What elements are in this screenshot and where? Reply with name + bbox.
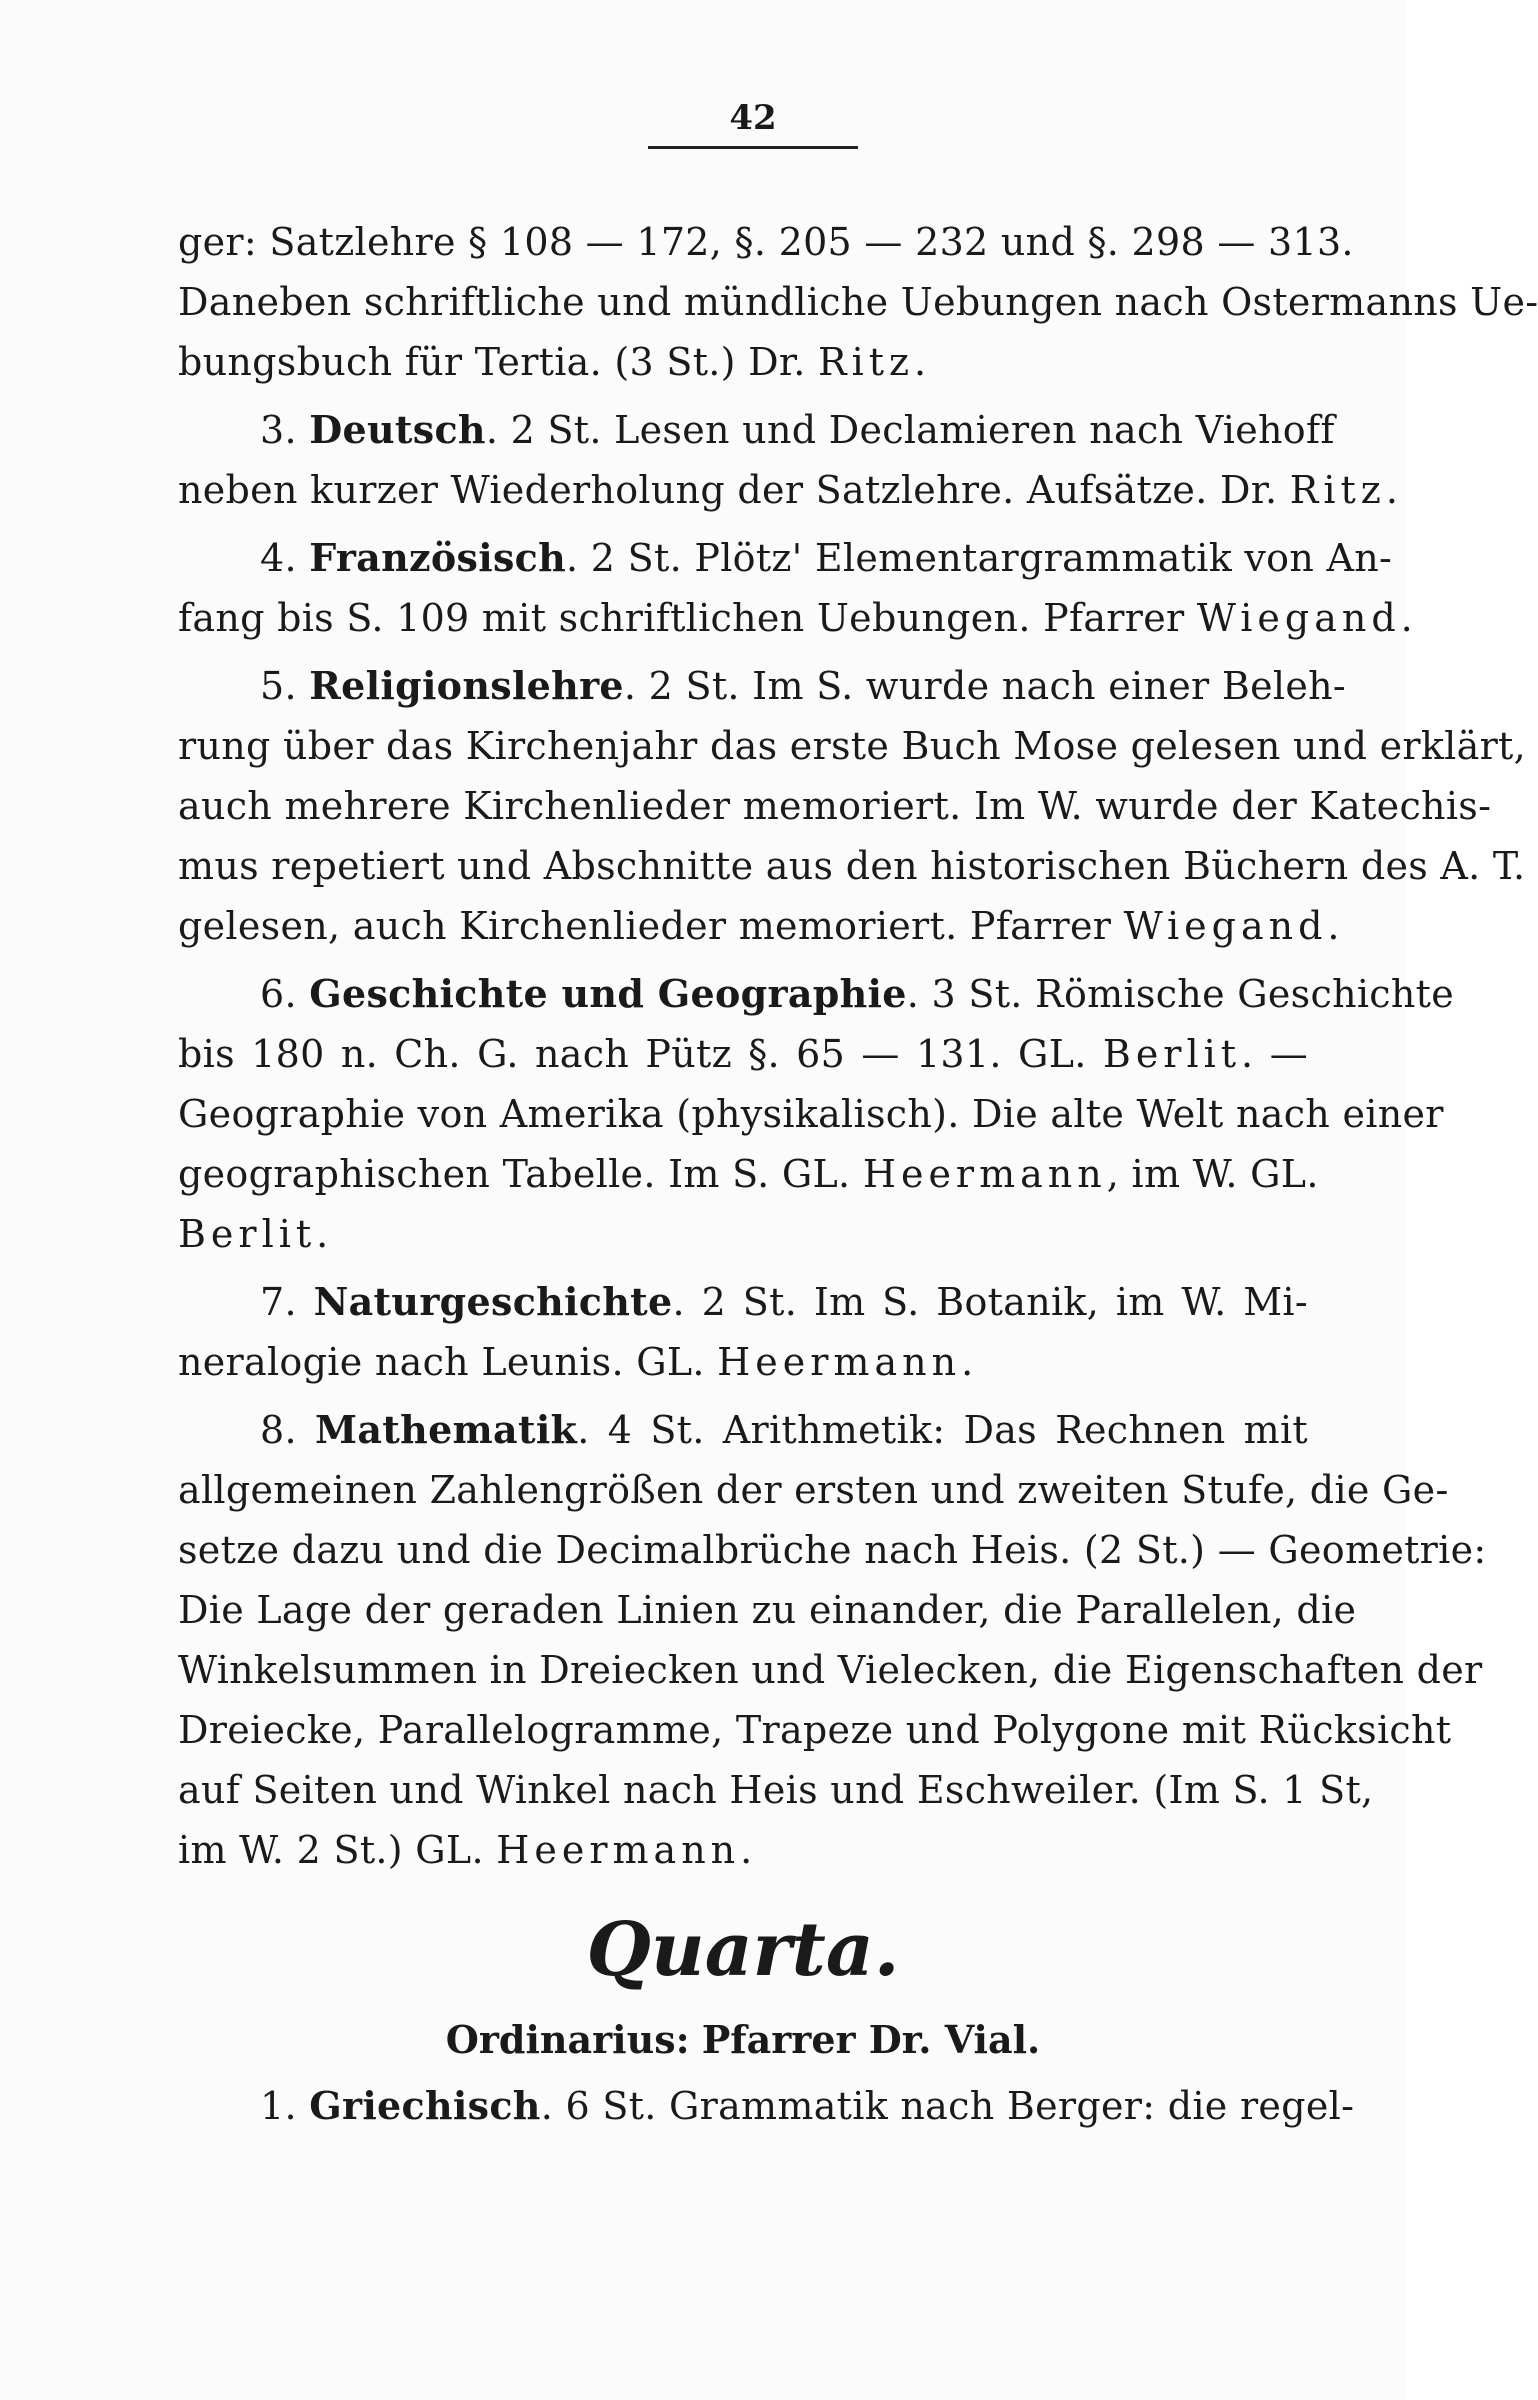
body-text xyxy=(178,212,1538,2136)
text-line: 1. Griechisch. 6 St. Grammatik nach Berger: die regel- xyxy=(260,2083,1355,2128)
text-line: geographischen Tabelle. Im S. GL. Heermann, im W. GL. xyxy=(178,1152,1319,1196)
subject-heading: Deutsch xyxy=(309,407,486,452)
text-line: Winkelsummen in Dreiecken und Vielecken, die Eigenschaften der xyxy=(178,1648,1483,1692)
subject-heading: Geschichte und Geographie xyxy=(309,971,907,1016)
header-rule xyxy=(648,146,858,149)
text-line: auf Seiten und Winkel nach Heis und Eschweiler. (Im S. 1 St, xyxy=(178,1768,1374,1812)
teacher-name: Berlit xyxy=(1102,1032,1242,1076)
page-header xyxy=(648,98,858,149)
text-line: 4. Französisch. 2 St. Plötz' Elementargrammatik von An- xyxy=(260,535,1393,580)
subject-heading: Französisch xyxy=(309,535,567,580)
teacher-name: Ritz xyxy=(1289,468,1386,512)
text-line: Daneben schriftliche und mündliche Uebungen nach Ostermanns Ue- xyxy=(178,280,1538,324)
text-line: Die Lage der geraden Linien zu einander, die Parallelen, die xyxy=(178,1588,1357,1632)
teacher-name: Heermann xyxy=(862,1152,1107,1196)
section-title: Quarta. xyxy=(586,1907,900,1993)
text-line: bis 180 n. Ch. G. nach Pütz §. 65 — 131. GL. Berlit. — xyxy=(178,1032,1308,1076)
text-line: 6. Geschichte und Geographie. 3 St. Römische Geschichte xyxy=(260,971,1455,1016)
subject-heading: Religionslehre xyxy=(309,663,624,708)
text-line: im W. 2 St.) GL. Heermann. xyxy=(178,1828,753,1872)
text-line: neben kurzer Wiederholung der Satzlehre. Aufsätze. Dr. Ritz. xyxy=(178,468,1399,512)
text-line: bungsbuch für Tertia. (3 St.) Dr. Ritz. xyxy=(178,340,927,384)
text-line: 7. Naturgeschichte. 2 St. Im S. Botanik, im W. Mi- xyxy=(260,1279,1308,1324)
text-line: mus repetiert und Abschnitte aus den historischen Büchern des A. T. xyxy=(178,844,1526,888)
teacher-name: Berlit xyxy=(178,1212,317,1256)
teacher-name: Wiegand xyxy=(1123,904,1328,948)
teacher-name: Ritz xyxy=(817,340,915,384)
text-line: auch mehrere Kirchenlieder memoriert. Im W. wurde der Katechis- xyxy=(178,784,1492,828)
text-line: setze dazu und die Decimalbrüche nach Heis. (2 St.) — Geometrie: xyxy=(178,1528,1487,1572)
text-line: ger: Satzlehre § 108 — 172, §. 205 — 232 und §. 298 — 313. xyxy=(178,220,1354,264)
ordinarius-label: Ordinarius: xyxy=(445,2017,690,2062)
text-line: fang bis S. 109 mit schriftlichen Uebungen. Pfarrer Wiegand. xyxy=(178,596,1414,640)
text-line: gelesen, auch Kirchenlieder memoriert. Pfarrer Wiegand. xyxy=(178,904,1340,948)
text-line: Geographie von Amerika (physikalisch). Die alte Welt nach einer xyxy=(178,1092,1444,1136)
text-line: Berlit. xyxy=(178,1212,329,1256)
text-line: 3. Deutsch. 2 St. Lesen und Declamieren nach Viehoff xyxy=(260,407,1335,452)
teacher-name: Heermann xyxy=(717,1340,962,1384)
ordinarius-name: Pfarrer Dr. Vial. xyxy=(701,2017,1041,2062)
text-line: allgemeinen Zahlengrößen der ersten und zweiten Stufe, die Ge- xyxy=(178,1468,1449,1512)
text-line: Dreiecke, Parallelogramme, Trapeze und Polygone mit Rücksicht xyxy=(178,1708,1452,1752)
subject-heading: Griechisch xyxy=(309,2083,541,2128)
teacher-name: Heermann xyxy=(496,1828,741,1872)
text-line: neralogie nach Leunis. GL. Heermann. xyxy=(178,1340,974,1384)
text-line: rung über das Kirchenjahr das erste Buch Mose gelesen und erklärt, xyxy=(178,724,1526,768)
teacher-name: Wiegand xyxy=(1196,596,1401,640)
subject-heading: Naturgeschichte xyxy=(313,1279,673,1324)
subject-heading: Mathematik xyxy=(315,1407,578,1452)
page-number: 42 xyxy=(729,98,777,138)
text-line: 5. Religionslehre. 2 St. Im S. wurde nach einer Beleh- xyxy=(260,663,1347,708)
ordinarius-line xyxy=(178,2010,1308,2076)
text-line: 8. Mathematik. 4 St. Arithmetik: Das Rechnen mit xyxy=(260,1407,1308,1452)
